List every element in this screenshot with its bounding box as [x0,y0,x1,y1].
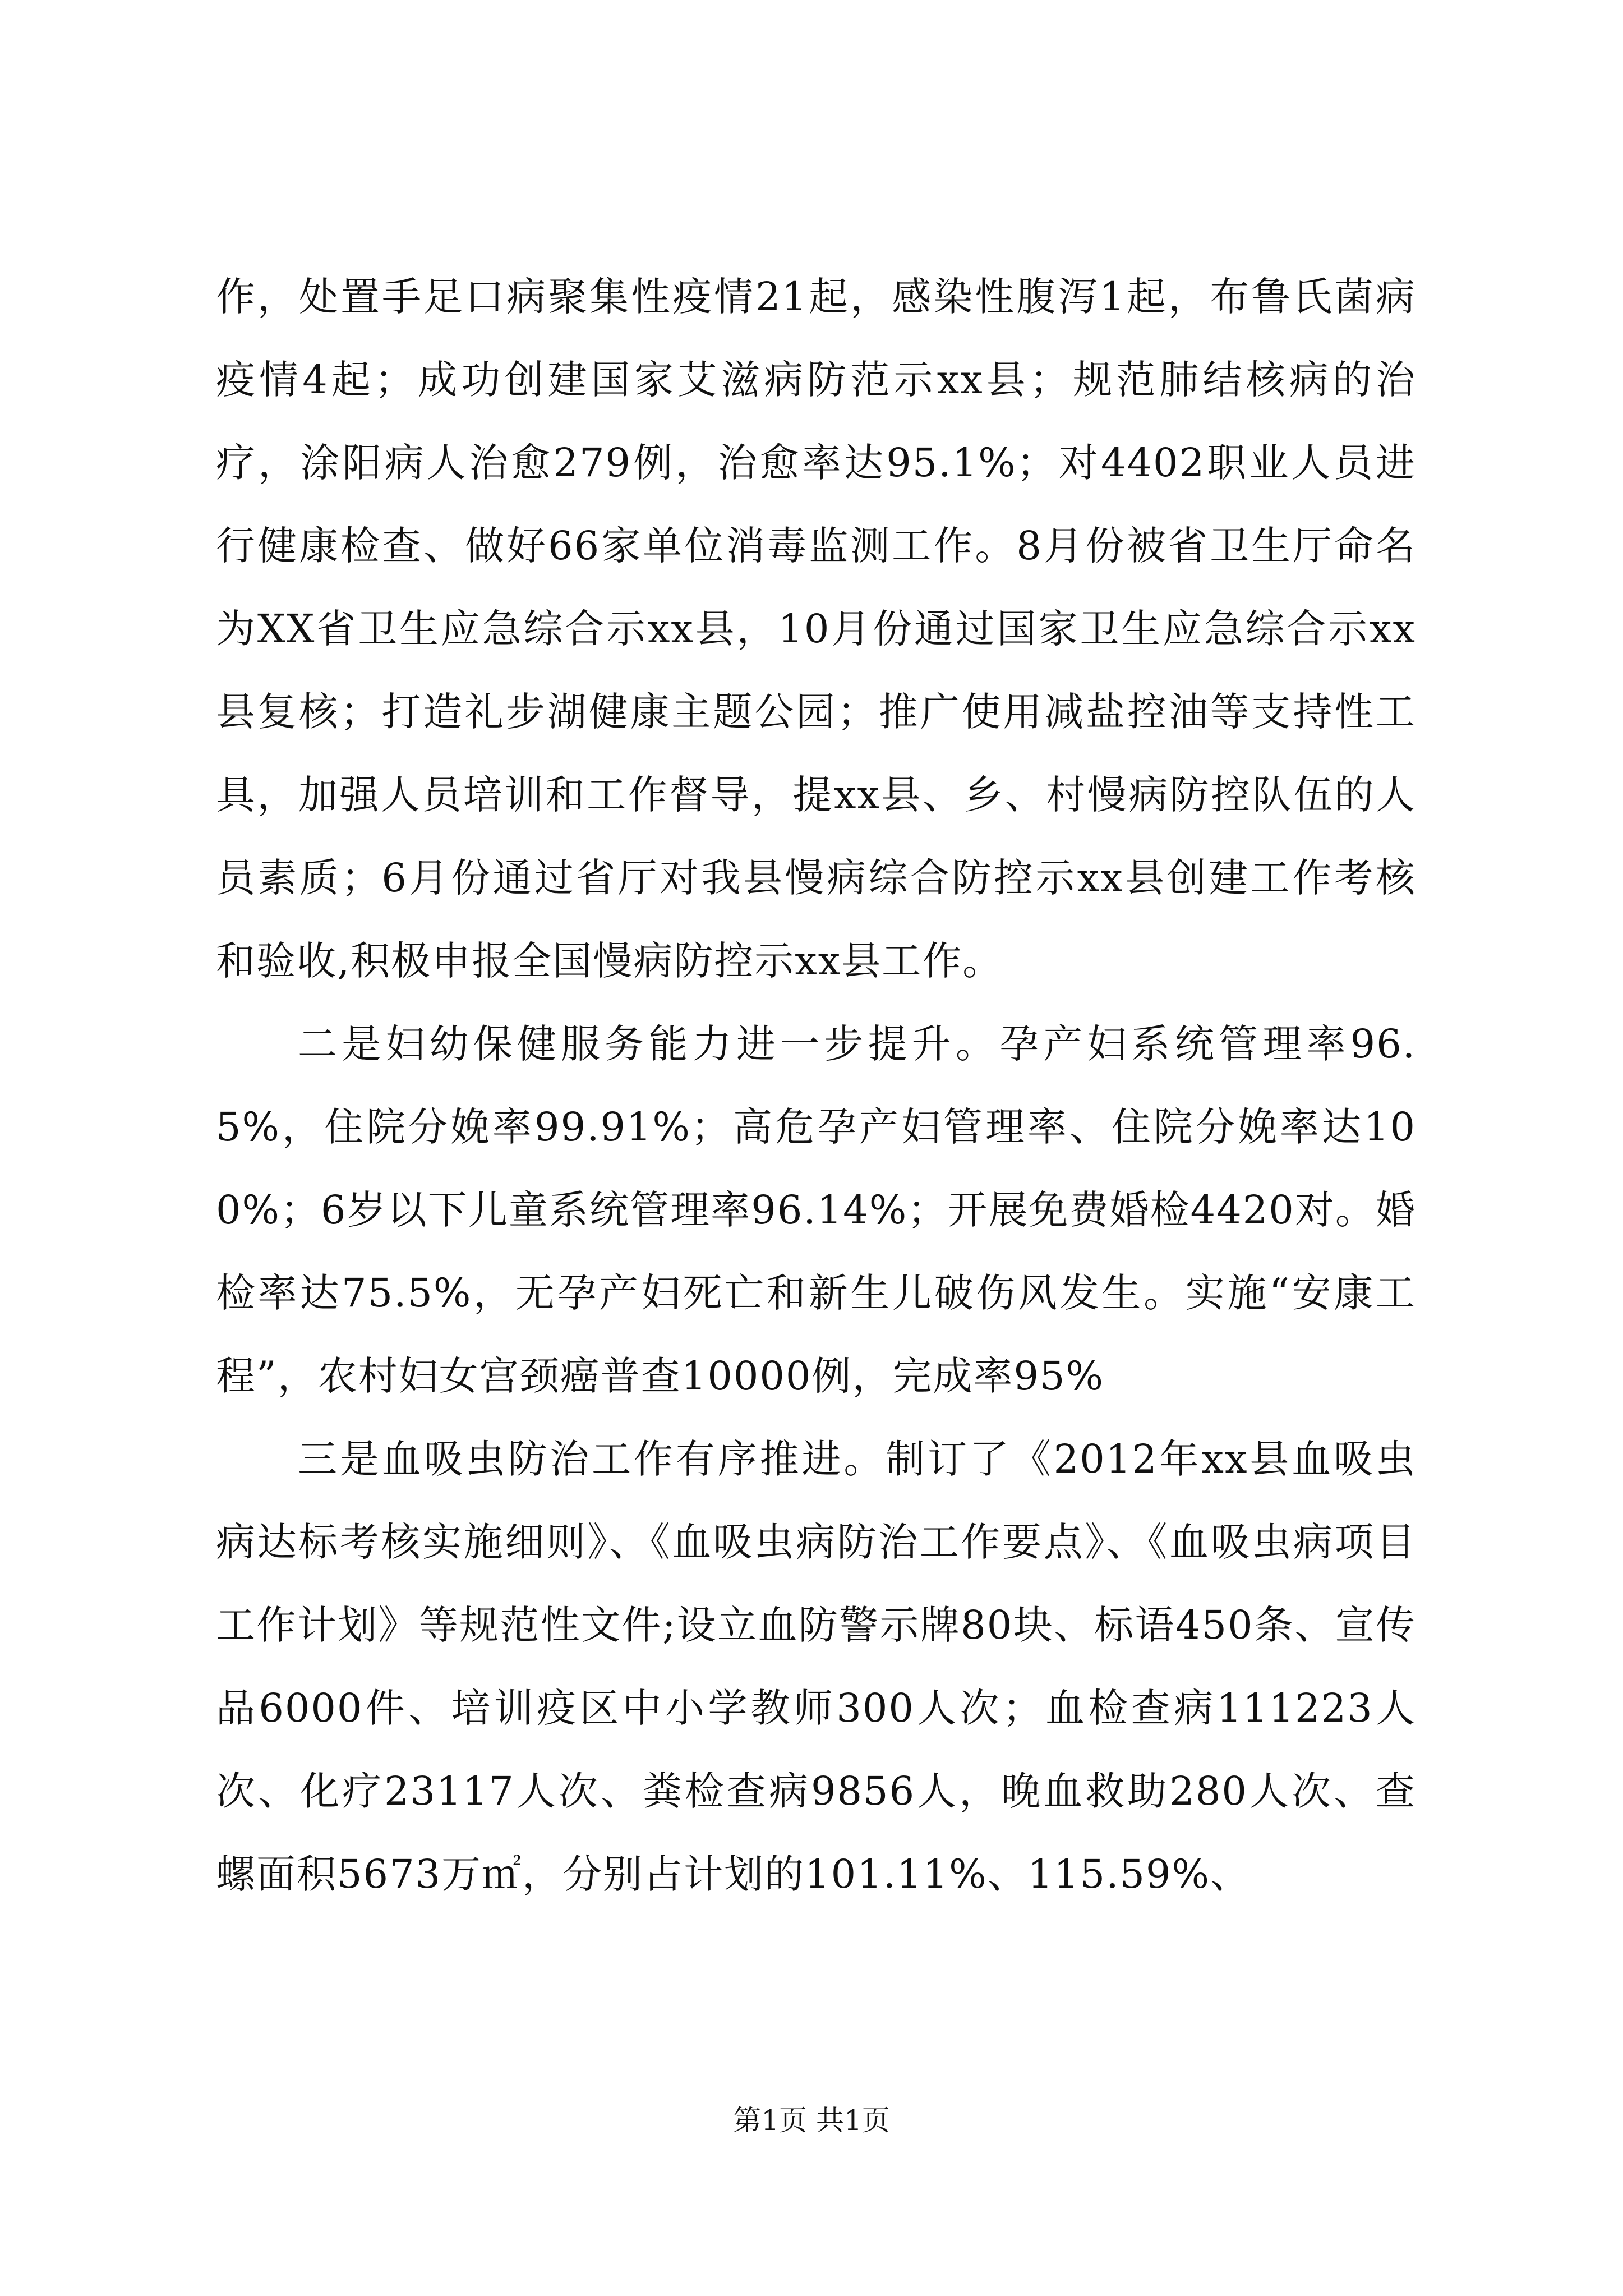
paragraph-continuation: 作，处置手足口病聚集性疫情21起，感染性腹泻1起，布鲁氏菌病疫情4起；成功创建国家艾滋病防范示xx县；规范肺结核病的治疗，涂阳病人治愈279例，治愈率达95.1%；对4402职业人员进行健康检查、做好66家单位消毒监测工作。8月份被省卫生厅命名为XX省卫生应急综合示xx县，10月份通过国家卫生应急综合示xx县复核；打造礼步湖健康主题公园；推广使用减盐控油等支持性工具，加强人员培训和工作督导，提xx县、乡、村慢病防控队伍的人员素质；6月份通过省厅对我县慢病综合防控示xx县创建工作考核和验收,积极申报全国慢病防控示xx县工作。 [216,274,1416,984]
paragraph-maternal-child-health: 二是妇幼保健服务能力进一步提升。孕产妇系统管理率96.5%，住院分娩率99.91%；高危孕产妇管理率、住院分娩率达100%；6岁以下儿童系统管理率96.14%；开展免费婚检4420对。婚检率达75.5%，无孕产妇死亡和新生儿破伤风发生。实施“安康工程”，农村妇女宫颈癌普查10000例，完成率95% [216,1021,1416,1399]
page-footer: 第1页 共1页 [733,2104,890,2137]
paragraph-schistosomiasis: 三是血吸虫防治工作有序推进。制订了《2012年xx县血吸虫病达标考核实施细则》、《血吸虫病防治工作要点》、《血吸虫病项目工作计划》等规范性文件;设立血防警示牌80块、标语450条、宣传品6000件、培训疫区中小学教师300人次；血检查病111223人次、化疗23117人次、粪检查病9856人，晚血救助280人次、查螺面积5673万㎡，分别占计划的101.11%、115.59%、 [216,1436,1416,1897]
document-body [216,255,1416,1916]
